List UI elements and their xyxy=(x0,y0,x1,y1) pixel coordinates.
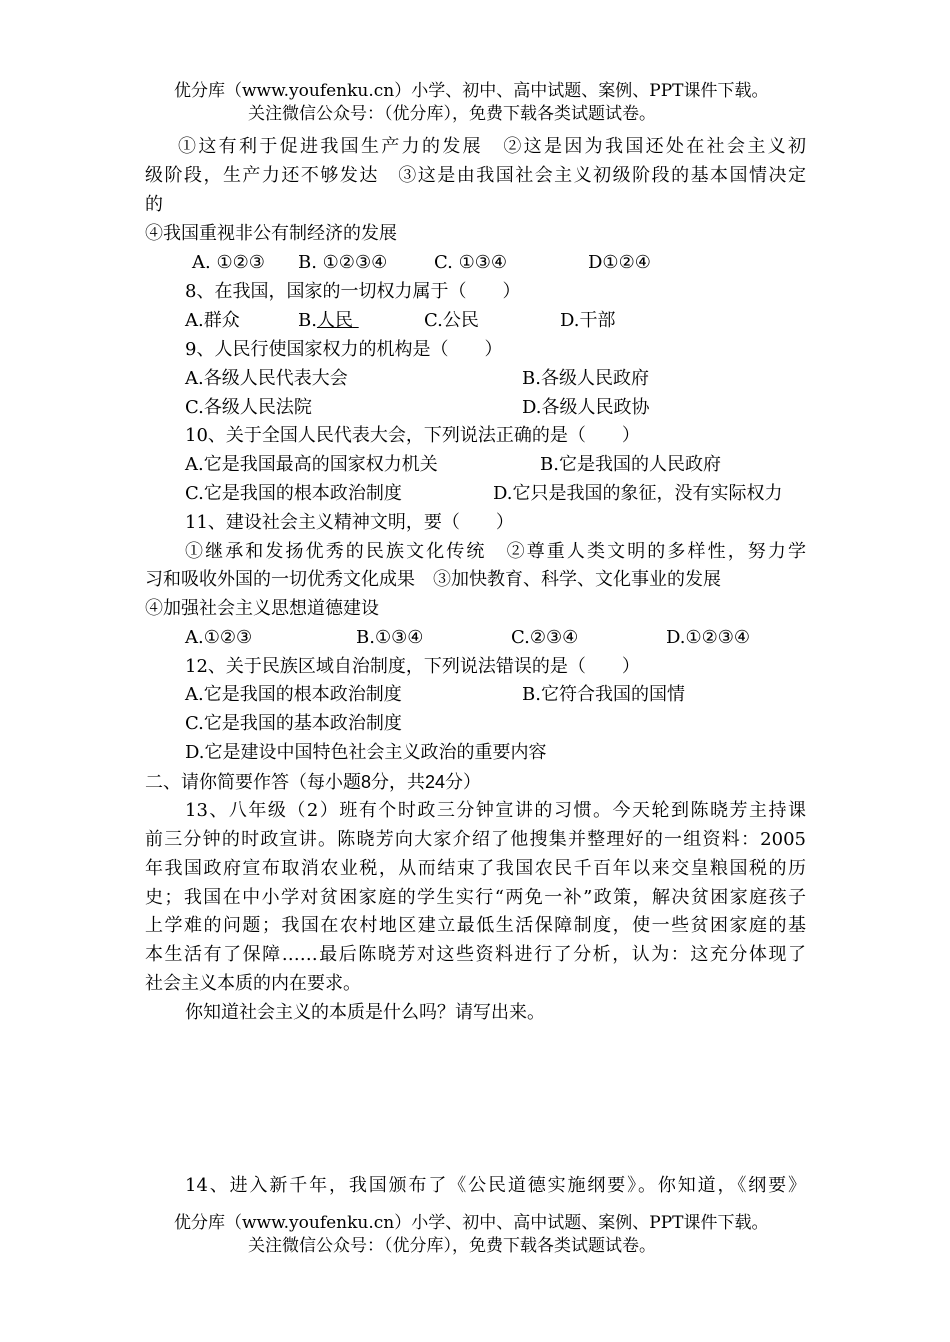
q8-option-b-letter: B. xyxy=(298,310,317,331)
q13-question: 你知道社会主义的本质是什么吗？请写出来。 xyxy=(185,1002,545,1023)
q8-option-d: D.干部 xyxy=(560,310,616,331)
q11-option-c: C.②③④ xyxy=(511,627,579,648)
footer-line-1: 优分库（www.youfenku.cn）小学、初中、高中试题、案例、PPT课件下载。 xyxy=(174,1213,769,1233)
section-2-total-score: 24 xyxy=(425,772,446,792)
q7-statement-line-3: 的 xyxy=(145,194,163,215)
q11-statement-line-2: 习和吸收外国的一切优秀文化成果 ③加快教育、科学、文化事业的发展 xyxy=(145,569,721,590)
q7-option-d: D①②④ xyxy=(588,252,651,273)
q7-statement-line-4: ④我国重视非公有制经济的发展 xyxy=(145,223,397,244)
q9-stem: 9、人民行使国家权力的机构是（ ） xyxy=(185,339,503,360)
q7-statement-line-2: 级阶段，生产力还不够发达 ③这是由我国社会主义初级阶段的基本国情决定 xyxy=(145,165,806,186)
q9-option-c: C.各级人民法院 xyxy=(185,397,312,418)
q12-stem: 12、关于民族区域自治制度，下列说法错误的是（ ） xyxy=(185,656,640,677)
q13-line-3: 年我国政府宣布取消农业税，从而结束了我国农民千百年以来交皇粮国税的历 xyxy=(145,858,806,879)
q7-option-c: C. ①③④ xyxy=(434,252,507,273)
q8-option-c: C.公民 xyxy=(424,310,479,331)
q8-stem: 8、在我国，国家的一切权力属于（ ） xyxy=(185,281,521,302)
q14-line-1: 14、进入新千年，我国颁布了《公民道德实施纲要》。你知道，《纲要》 xyxy=(185,1175,806,1196)
section-2-heading-text: 二、请你简要作答（每小题 xyxy=(145,772,361,793)
q12-option-b: B.它符合我国的国情 xyxy=(522,684,685,705)
q13-line-1: 13、八年级（2）班有个时政三分钟宣讲的习惯。今天轮到陈晓芳主持课 xyxy=(185,800,806,821)
q10-stem: 10、关于全国人民代表大会，下列说法正确的是（ ） xyxy=(185,425,640,446)
q11-stem: 11、建设社会主义精神文明，要（ ） xyxy=(185,512,514,533)
q11-statement-line-3: ④加强社会主义思想道德建设 xyxy=(145,598,379,619)
footer-line-2: 关注微信公众号：（优分库），免费下载各类试题试卷。 xyxy=(248,1236,656,1256)
section-2-per-score: 8 xyxy=(361,772,372,792)
q11-option-d: D.①②③④ xyxy=(666,627,751,648)
q8-option-a: A.群众 xyxy=(185,310,240,331)
q10-option-b: B.它是我国的人民政府 xyxy=(540,454,721,475)
q12-option-d: D.它是建设中国特色社会主义政治的重要内容 xyxy=(185,742,547,763)
q7-statement-line-1: ①这有利于促进我国生产力的发展 ②这是因为我国还处在社会主义初 xyxy=(178,136,806,157)
q11-option-b: B.①③④ xyxy=(356,627,424,648)
section-2-heading-end: 分） xyxy=(445,772,482,793)
q13-line-2: 前三分钟的时政宣讲。陈晓芳向大家介绍了他搜集并整理好的一组资料：2005 xyxy=(145,829,806,850)
q8-underlined-answer: 人民 xyxy=(316,310,353,331)
section-2-heading xyxy=(145,769,481,796)
q9-option-d: D.各级人民政协 xyxy=(522,397,650,418)
q11-statement-line-1: ①继承和发扬优秀的民族文化传统 ②尊重人类文明的多样性，努力学 xyxy=(185,541,806,562)
q13-line-6: 本生活有了保障……最后陈晓芳对这些资料进行了分析，认为：这充分体现了 xyxy=(145,944,806,965)
q7-option-b: B. ①②③④ xyxy=(298,252,388,273)
q11-option-a: A.①②③ xyxy=(185,627,253,648)
section-2-heading-mid: 分，共 xyxy=(371,772,426,793)
q8-option-b xyxy=(298,308,359,334)
q10-option-d: D.它只是我国的象征，没有实际权力 xyxy=(493,483,783,504)
q12-option-c: C.它是我国的基本政治制度 xyxy=(185,713,402,734)
q10-option-c: C.它是我国的根本政治制度 xyxy=(185,483,402,504)
q9-option-b: B.各级人民政府 xyxy=(522,368,649,389)
q13-line-7: 社会主义本质的内在要求。 xyxy=(145,973,361,994)
q7-option-a: A. ①②③ xyxy=(192,252,265,273)
q9-option-a: A.各级人民代表大会 xyxy=(185,368,348,389)
header-line-1: 优分库（www.youfenku.cn）小学、初中、高中试题、案例、PPT课件下载。 xyxy=(174,81,769,101)
q12-option-a: A.它是我国的根本政治制度 xyxy=(185,684,402,705)
q13-line-4: 史；我国在中小学对贫困家庭的学生实行“两免一补”政策，解决贫困家庭孩子 xyxy=(145,887,806,908)
q13-line-5: 上学难的问题；我国在农村地区建立最低生活保障制度，使一些贫困家庭的基 xyxy=(145,915,806,936)
header-line-2: 关注微信公众号：（优分库），免费下载各类试题试卷。 xyxy=(248,104,656,124)
q10-option-a: A.它是我国最高的国家权力机关 xyxy=(185,454,438,475)
